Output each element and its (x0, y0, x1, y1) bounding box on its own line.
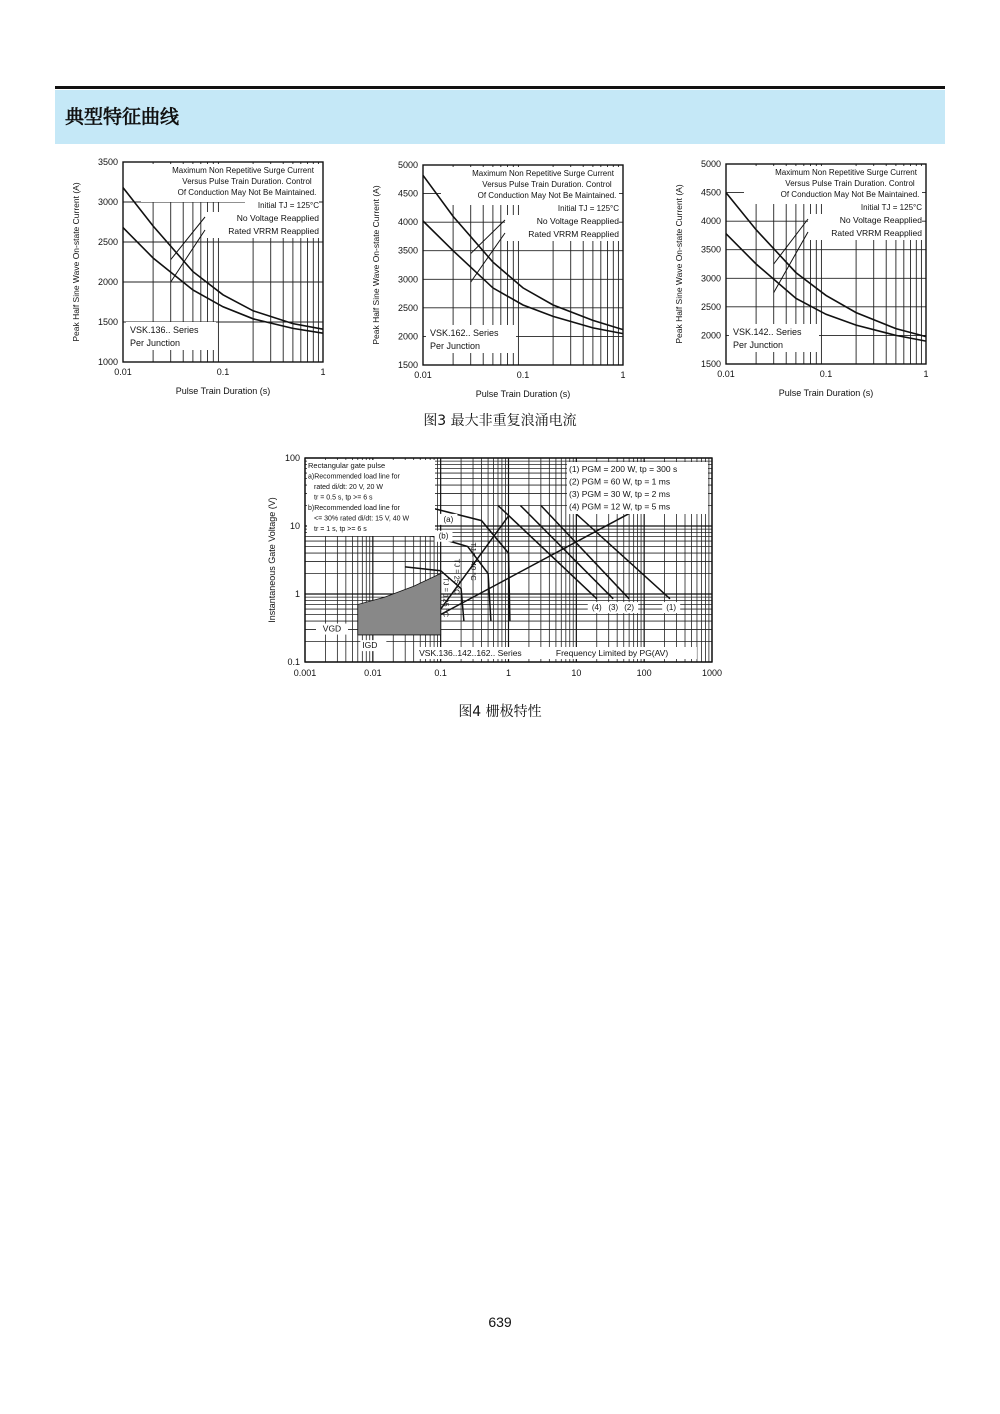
y-tick-label: 1500 (397, 360, 418, 370)
gate-trigger-region (358, 574, 441, 635)
x-tick-label: 1 (320, 367, 326, 377)
annotation-text: Rated VRRM Reapplied (831, 228, 922, 238)
annotation-text: Initial TJ = 125°C (860, 203, 922, 212)
temperature-label: TJ = -40 °C (468, 542, 478, 581)
gate-characteristics-chart (260, 450, 740, 690)
y-tick-label: 3500 (700, 244, 721, 255)
temperature-label: TJ = 125 °C (441, 577, 451, 618)
annotation-text: No Voltage Reapplied (536, 216, 619, 226)
y-tick-label: 4500 (397, 188, 418, 199)
annotation-text: Rated VRRM Reapplied (528, 229, 619, 239)
x-tick-label: 0.01 (414, 370, 432, 380)
y-tick-label: 0.1 (287, 657, 300, 667)
igd-label: IGD (362, 640, 378, 651)
leader-line (471, 220, 505, 254)
y-tick-label: 3000 (397, 274, 418, 285)
y-tick-label: 3000 (700, 273, 721, 284)
annotation-text: Initial TJ = 125°C (257, 201, 319, 210)
annotation-text: VSK.142.. Series (733, 327, 802, 337)
annotation-text: Versus Pulse Train Duration. Control (182, 177, 312, 186)
y-tick-label: 2000 (700, 330, 721, 341)
x-tick-label: 0.1 (434, 668, 447, 678)
x-tick-label: 0.1 (216, 367, 230, 377)
x-tick-label: 100 (636, 668, 652, 678)
y-tick-label: 4000 (700, 216, 721, 227)
y-axis-label: Peak Half Sine Wave On-state Current (A) (371, 185, 381, 345)
curve-label: (4) (591, 603, 602, 613)
annotation-text: Versus Pulse Train Duration. Control (785, 179, 915, 188)
annotation-text: rated di/dt: 20 V, 20 W (314, 484, 384, 491)
vgd-label: VGD (322, 623, 342, 634)
annotation-text: Per Junction (130, 338, 181, 348)
x-tick-label: 1 (923, 369, 929, 379)
x-axis-label: Pulse Train Duration (s) (175, 386, 271, 396)
annotation-text: Maximum Non Repetitive Surge Current (775, 168, 917, 177)
annotation-text: Per Junction (733, 340, 784, 350)
y-tick-label: 100 (284, 453, 300, 463)
y-tick-label: 10 (289, 521, 300, 531)
annotation-text: (3) PGM = 30 W, tp = 2 ms (569, 489, 671, 499)
surge-current-chart-vsk162 (360, 153, 640, 408)
annotation-text: tr = 0.5 s, tp >= 6 s (314, 494, 373, 502)
y-tick-label: 5000 (397, 160, 418, 170)
series-line (520, 506, 613, 599)
y-tick-label: 1 (294, 589, 300, 599)
curve-label: (3) (608, 603, 619, 613)
annotation-text: Maximum Non Repetitive Surge Current (472, 169, 614, 178)
surge-current-chart-vsk142 (663, 152, 943, 407)
y-tick-label: 1500 (97, 317, 118, 327)
x-tick-label: 0.1 (516, 370, 530, 380)
y-axis-label: Peak Half Sine Wave On-state Current (A) (674, 184, 684, 344)
y-tick-label: 2500 (700, 301, 721, 312)
series-label: VSK.136..142..162.. Series (419, 648, 522, 658)
annotation-text: VSK.162.. Series (430, 328, 499, 338)
x-axis-label: Pulse Train Duration (s) (475, 389, 571, 399)
y-tick-label: 3000 (97, 197, 118, 207)
annotation-text: Initial TJ = 125°C (557, 204, 619, 213)
section-header (55, 90, 945, 144)
x-tick-label: 0.01 (114, 367, 132, 377)
y-tick-label: 1500 (700, 359, 721, 369)
page-number: 639 (488, 1314, 512, 1330)
figure-3-caption: 图3 最大非重复浪涌电流 (423, 413, 577, 429)
y-axis-label: Instantaneous Gate Voltage (V) (267, 497, 277, 623)
curve-label: (b) (438, 531, 449, 541)
curve-label: (2) (624, 603, 635, 613)
curve-label: (a) (443, 514, 454, 524)
y-axis-label: Peak Half Sine Wave On-state Current (A) (71, 182, 81, 342)
annotation-text: No Voltage Reapplied (236, 213, 319, 223)
x-tick-label: 0.01 (717, 369, 735, 379)
annotation-text: a)Recommended load line for (308, 473, 400, 481)
annotation-text: <= 30% rated di/dt: 15 V, 40 W (314, 515, 410, 523)
y-tick-label: 2000 (97, 277, 118, 287)
annotation-text: (2) PGM = 60 W, tp = 1 ms (569, 476, 671, 487)
y-tick-label: 3500 (397, 245, 418, 256)
annotation-text: tr = 1 s, tp >= 6 s (314, 526, 367, 533)
x-tick-label: 1000 (701, 668, 723, 678)
annotation-text: Of Conduction May Not Be Maintained. (177, 188, 317, 197)
annotation-text: Maximum Non Repetitive Surge Current (172, 166, 314, 175)
series-line (576, 514, 670, 599)
top-rule (55, 86, 945, 89)
x-tick-label: 0.01 (364, 668, 382, 678)
x-tick-label: 1 (620, 370, 626, 380)
annotation-text: Of Conduction May Not Be Maintained. (780, 190, 920, 199)
figure-4-caption: 图4 栅极特性 (458, 704, 542, 720)
annotation-text: Rectangular gate pulse (308, 461, 386, 470)
x-tick-label: 0.001 (293, 668, 317, 678)
y-tick-label: 5000 (700, 159, 721, 169)
surge-current-chart-vsk136 (60, 150, 340, 405)
y-tick-label: 3500 (97, 157, 118, 167)
x-tick-label: 1 (505, 668, 512, 678)
annotation-text: (1) PGM = 200 W, tp = 300 s (569, 464, 678, 474)
x-tick-label: 10 (571, 668, 582, 678)
y-tick-label: 2500 (97, 237, 118, 247)
y-tick-label: 1000 (97, 357, 118, 367)
annotation-text: Rated VRRM Reapplied (228, 226, 319, 236)
annotation-text: No Voltage Reapplied (839, 215, 922, 225)
annotation-text: b)Recommended load line for (308, 505, 400, 512)
annotation-text: (4) PGM = 12 W, tp = 5 ms (569, 501, 671, 512)
section-title: 典型特征曲线 (65, 106, 180, 128)
x-axis-label: Pulse Train Duration (s) (778, 388, 874, 398)
leader-line (471, 233, 505, 282)
x-tick-label: 0.1 (819, 369, 833, 379)
annotation-text: Versus Pulse Train Duration. Control (482, 180, 612, 189)
annotation-text: Per Junction (430, 341, 481, 351)
series-line (541, 506, 629, 599)
temperature-label: TJ = 25 °C (452, 558, 462, 595)
frequency-label: Frequency Limited by PG(AV) (555, 648, 669, 658)
curve-label: (1) (666, 603, 677, 613)
y-tick-label: 2000 (397, 331, 418, 342)
y-tick-label: 2500 (397, 302, 418, 313)
y-tick-label: 4000 (397, 217, 418, 228)
annotation-text: Of Conduction May Not Be Maintained. (477, 191, 617, 200)
annotation-text: VSK.136.. Series (130, 325, 199, 335)
y-tick-label: 4500 (700, 187, 721, 198)
